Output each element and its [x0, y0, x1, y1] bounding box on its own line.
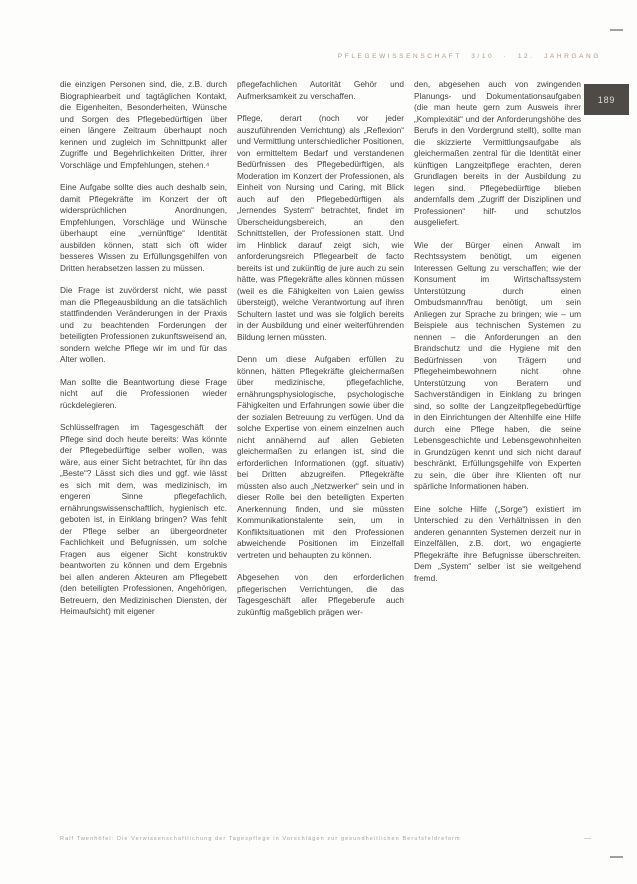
column-middle: [237, 79, 404, 629]
paragraph: Eine Aufgabe sollte dies auch deshalb sein, damit Pflegekräfte im Konzert der oft widersprüchlichen Anordnungen, Empfehlungen, Vorschläge und Wünsche überhaupt eine „vernünftige“ Identität ausbilden können, statt sich oft wider besseres Wissen zu Erfüllungsgehilfen von Dritten herabsetzen lassen zu müssen.: [60, 182, 227, 273]
footer-end-dash: —: [584, 835, 591, 842]
paragraph: Die Frage ist zuvörderst nicht, wie passt man die Pflegeausbildung an die tatsächlich stattfindenden Veränderungen in der Praxis und zu beachtenden Forderungen der beteiligten Professionen zukunftsweisend an, sondern welche Pflege wir im und für das Alter wollen.: [60, 285, 227, 364]
column-right: [414, 79, 581, 629]
paragraph: Pflege, derart (noch vor jeder auszuführenden Verrichtung) als „Reflexion“ und Vermittlung unterschiedlicher Positionen, von ermitteltem Bedarf und verstandenen Bedürfnissen des Pflegebedürftigen, als Moderation im Konzert der Professionen, als Einheit von Nursing und Caring, mit Blick auch auf den Pflegebedürftigen als „lernendes System“ betrachtet, findet im Überscheidungsbereich, an den Schnittstellen, der Professionen statt. Und im Hinblick darauf zeigt sich, wie anforderungsreich Pflegearbeit de facto bereits ist und zukünftig de jure auch zu sein hätte, was Pflegekräfte alles können müssen (weil es die Fähigkeiten von Laien gewiss übersteigt), welche Verantwortung auf ihren Schultern lastet und was sie folglich bereits in der Ausbildung und einer weiterführenden Bildung lernen müssten.: [237, 113, 404, 342]
paragraph: den, abgesehen auch von zwingenden Planungs- und Dokumentationsaufgaben (die man heute gern zum Ausweis ihrer „Komplexität“ und der Anforderungshöhe des Berufs in den Vordergrund stellt), sollte man die skizzierte Vermittlungsaufgabe als gleichermaßen zentral für die Identität einer künftigen Langzeitpflege erachten, deren Grundlagen bereits in der Ausbildung zu legen sind. Pflegebedürftige blieben andernfalls dem „Zugriff der Disziplinen und Professionen“ hilf- und schutzlos ausgeliefert.: [414, 79, 581, 227]
crop-mark-top-right: [610, 29, 623, 31]
crop-mark-bottom-right: [610, 856, 623, 858]
column-left: [60, 79, 227, 629]
paragraph: Wie der Bürger einen Anwalt im Rechtssystem benötigt, um eigenen Interessen Geltung zu verschaffen; wie der Konsument im Wirtschaftssystem Unterstützung durch einen Ombudsmann/frau benötigt, um sein Anliegen zur Sprache zu bringen; wie – um Beispiele aus technischen Systemen zu nennen – die Anforderungen an den Brandschutz und die Hygiene mit den Bedürfnissen von Trägern und Pflegeheimbewohnern nicht ohne Unterstützung von Beratern und Sachverständigen in Einklang zu bringen sind, so sollte der Langzeitpflegebedürftige in den Einrichtungen der Altenhilfe eine Hilfe durch eine Pflege haben, die seine Lebensgeschichte und Lebensgewohnheiten in Grundzügen kennt und sich nicht darauf beschränkt, Erfüllungsgehilfe von Experten zu sein, die über ihre Klienten oft nur spärliche Informationen haben.: [414, 239, 581, 491]
paragraph: Eine solche Hilfe („Sorge“) existiert im Unterschied zu den Verhältnissen in den anderen genannten Systemen derzeit nur in Einzelfällen, z.B. dort, wo engagierte Pflegekräfte ihre Befugnisse überschreiten. Dem „System“ selber ist sie weitgehend fremd.: [414, 503, 581, 583]
paragraph: Schlüsselfragen im Tagesgeschäft der Pflege sind doch heute bereits: Was könnte der Pflegebedürftige selber wollen, was wäre, aus einer Sicht betrachtet, für ihn das „Beste“? Lässt sich dies und ggf. wie lässt es sich mit dem, was medizinisch, im engeren Sinne pflegefachlich, ernährungswissenschaftlich, hygienisch etc. geboten ist, in Einklang bringen? Was fehlt der Pflege selber an übergeordneter Fachlichkeit und Befugnissen, um solche Fragen aus eigener Sicht konstruktiv beantworten zu können und dem Ergebnis bei allen anderen Akteuren am Pflegebett (den beteiligten Professionen, Angehörigen, Betreuern, den Medizinischen Diensten, der Heimaufsicht) mit eigener: [60, 422, 227, 616]
paragraph: die einzigen Personen sind, die, z.B. durch Biographiearbeit und tagtäglichen Kontakt, die Eigenheiten, Besonderheiten, Wünsche und Sorgen des Pflegebedürftigen über einen längere Zeitraum überhaupt noch kennen und zugleich im Schnittpunkt aller Zugriffe und Begehrlichkeiten Dritter, ihrer Vorschläge und Empfehlungen, stehen.⁴: [60, 79, 227, 170]
paragraph: Abgesehen von den erforderlichen pflegerischen Verrichtungen, die das Tagesgeschäft aller Pflegeberufe auch zukünftig maßgeblich prägen wer-: [237, 572, 404, 617]
paragraph: Denn um diese Aufgaben erfüllen zu können, hätten Pflegekräfte gleichermaßen über medizinische, pflegefachliche, ernährungsphysiologische, psychologische Fähigkeiten und Erfahrungen sowie über die der sozialen Betreuung zu verfügen. Und da solche Expertise von einem einzelnen auch nicht annähernd auf allen Gebieten gleichermaßen zu erlangen ist, sind die erforderlichen Informationen (ggf. situativ) bei Dritten abzugreifen. Pflegekräfte müssten also auch „Netzwerker“ sein und in dieser Rolle bei den beteiligten Experten Anerkennung finden, und sie müssten Kommunikationstalente sein, um in Konfliktsituationen mit den Professionen abweichende Positionen im Einzelfall vertreten und behaupten zu können.: [237, 354, 404, 560]
journal-header: PFLEGEWISSENSCHAFT 3/10 · 12. JAHRGANG: [337, 53, 601, 60]
paragraph: pflegefachlichen Autorität Gehör und Aufmerksamkeit zu verschaffen.: [237, 79, 404, 101]
page-number-badge: [584, 84, 629, 115]
page-number: 189: [597, 94, 616, 105]
footer-running-title: Ralf Twenhöfel: Die Verwissenschaftlichung der Tagespflege in Vorschlägen zur gesundheitlichen Berufsfeldreform: [60, 836, 461, 842]
article-body: [60, 79, 581, 629]
paragraph: Man sollte die Beantwortung diese Frage nicht auf die Professionen wieder rückdelegieren.: [60, 376, 227, 410]
